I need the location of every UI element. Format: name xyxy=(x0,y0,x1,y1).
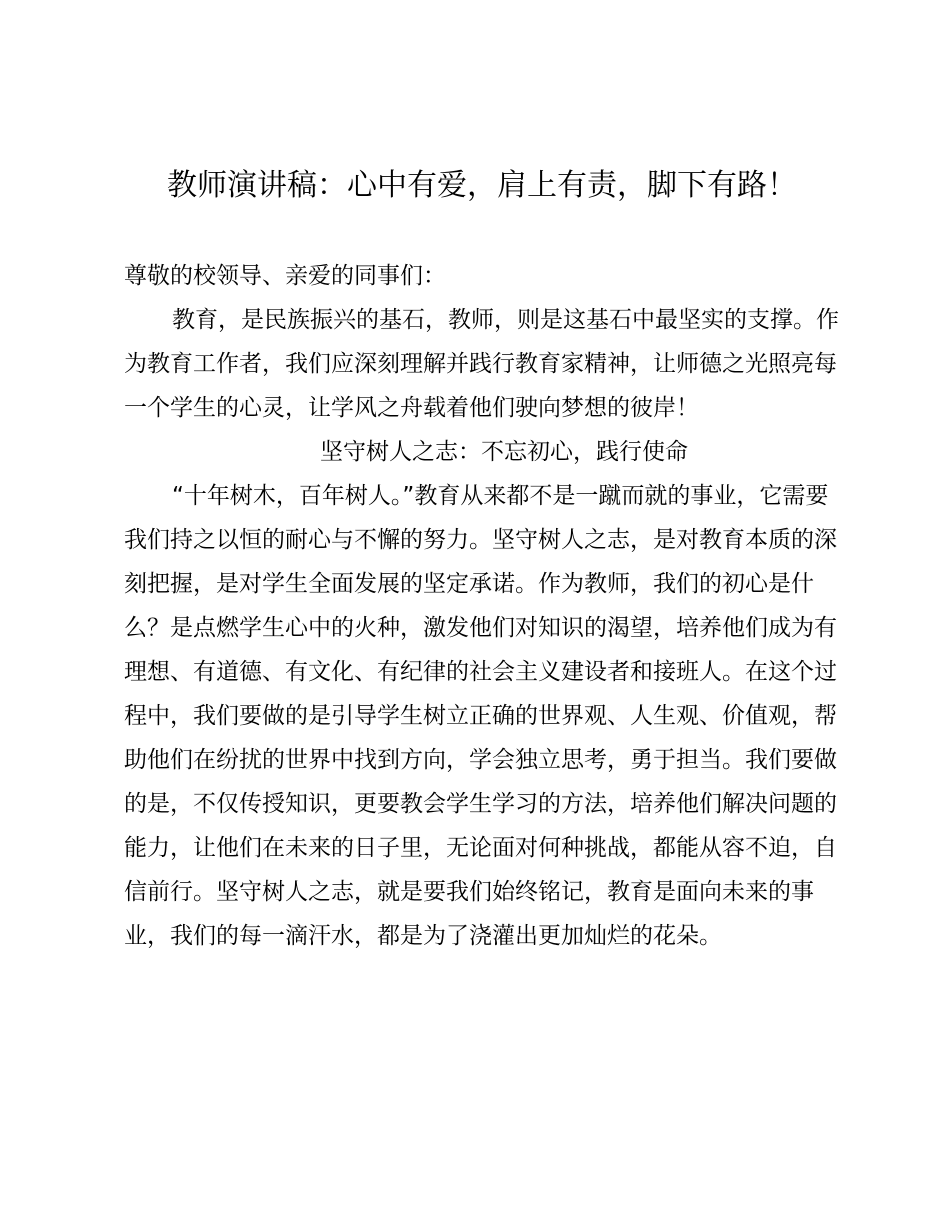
greeting: 尊敬的校领导、亲爱的同事们： xyxy=(124,263,446,289)
document-title: 教师演讲稿：心中有爱，肩上有责，脚下有路！ xyxy=(167,168,797,203)
document-body xyxy=(124,254,844,958)
intro-paragraph: 教育，是民族振兴的基石，教师，则是这基石中最坚实的支撑。作为教育工作者，我们应深刻理解并践行教育家精神，让师德之光照亮每一个学生的心灵，让学风之舟载着他们驶向梦想的彼岸！ xyxy=(124,307,839,421)
section-heading: 坚守树人之志：不忘初心，践行使命 xyxy=(320,439,688,465)
section-paragraph: “十年树木，百年树人。”教育从来都不是一蹴而就的事业，它需要我们持之以恒的耐心与不懈的努力。坚守树人之志，是对教育本质的深刻把握，是对学生全面发展的坚定承诺。作为教师，我们的初心是什么？是点燃学生心中的火种，激发他们对知识的渴望，培养他们成为有理想、有道德、有文化、有纪律的社会主义建设者和接班人。在这个过程中，我们要做的是引导学生树立正确的世界观、人生观、价值观，帮助他们在纷扰的世界中找到方向，学会独立思考，勇于担当。我们要做的是，不仅传授知识，更要教会学生学习的方法，培养他们解决问题的能力，让他们在未来的日子里，无论面对何种挑战，都能从容不迫，自信前行。坚守树人之志，就是要我们始终铭记，教育是面向未来的事业，我们的每一滴汗水，都是为了浇灌出更加灿烂的花朵。 xyxy=(124,483,837,949)
